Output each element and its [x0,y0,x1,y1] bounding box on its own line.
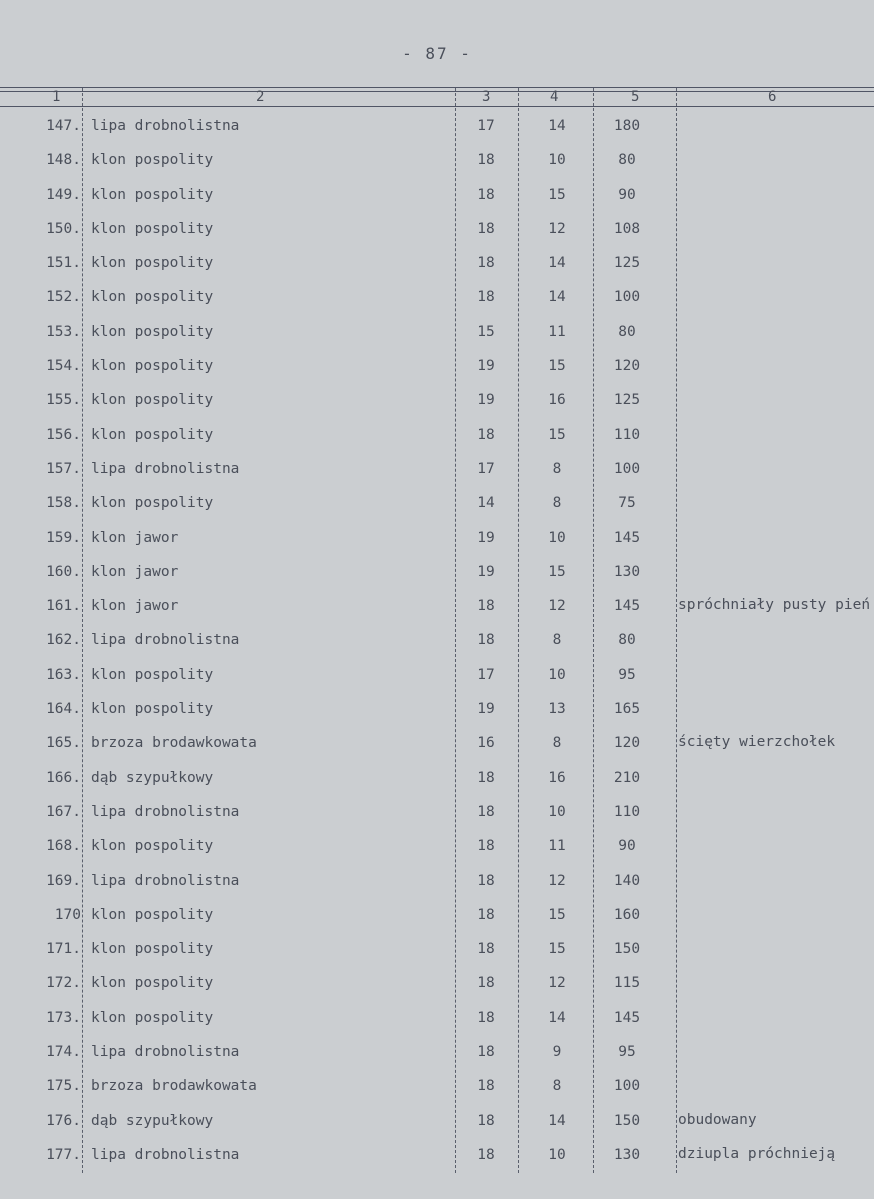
table-row [0,658,874,692]
col4-value: 9 [552,1044,562,1061]
tree-species: klon pospolity [91,941,214,958]
row-number: 170 [54,906,81,923]
col4-value: 15 [548,358,566,375]
tree-species: lipa drobnolistna [91,632,240,649]
row-number: 152. [46,289,81,306]
col3-value: 18 [477,1146,495,1163]
table-row [0,349,874,383]
row-number: 169. [46,872,81,889]
col3-value: 14 [477,495,495,512]
row-number: 166. [46,769,81,786]
remarks: spróchniały pusty pień [678,597,871,614]
table-row [0,109,874,143]
table-row [0,932,874,966]
tree-species: dąb szypułkowy [91,769,214,786]
table-row [0,623,874,657]
col3-value: 18 [477,255,495,272]
col4-value: 12 [548,872,566,889]
table-row [0,761,874,795]
col4-value: 10 [548,803,566,820]
col4-value: 15 [548,941,566,958]
tree-species: brzoza brodawkowata [91,735,257,752]
row-number: 149. [46,186,81,203]
table-header [0,89,874,105]
tree-species: klon pospolity [91,358,214,375]
tree-species: klon pospolity [91,186,214,203]
row-number: 154. [46,358,81,375]
col4-value: 14 [548,1009,566,1026]
row-number: 167. [46,803,81,820]
col4-value: 14 [548,1112,566,1129]
col5-value: 90 [618,186,636,203]
col3-value: 18 [477,1009,495,1026]
col5-value: 160 [613,906,641,923]
col4-value: 11 [548,838,566,855]
header-col-1: 1 [52,89,61,105]
col4-value: 8 [552,1078,562,1095]
tree-species: klon pospolity [91,666,214,683]
col4-value: 14 [548,289,566,306]
header-col-6: 6 [768,89,777,105]
header-col-4: 4 [550,89,559,105]
tree-species: klon jawor [91,529,179,546]
tree-species: lipa drobnolistna [91,803,240,820]
row-number: 165. [46,735,81,752]
col5-value: 80 [618,632,636,649]
row-number: 164. [46,701,81,718]
table-row [0,692,874,726]
table-row [0,966,874,1000]
header-bottom-rule [0,106,874,107]
remarks: dziupla próchnieją [678,1145,836,1162]
col3-value: 18 [477,838,495,855]
table-row [0,1138,874,1172]
col5-value: 120 [613,735,641,752]
tree-species: klon pospolity [91,255,214,272]
col3-value: 18 [477,975,495,992]
row-number: 151. [46,255,81,272]
row-number: 172. [46,975,81,992]
col3-value: 18 [477,769,495,786]
row-number: 155. [46,392,81,409]
table-top-rule [0,87,874,88]
row-number: 161. [46,598,81,615]
col3-value: 18 [477,1044,495,1061]
table-row [0,452,874,486]
row-number: 160. [46,563,81,580]
col5-value: 150 [613,1112,641,1129]
col4-value: 12 [548,975,566,992]
tree-species: klon pospolity [91,289,214,306]
table-row [0,726,874,760]
table-row [0,898,874,932]
table-row [0,1001,874,1035]
tree-species: klon pospolity [91,426,214,443]
table-row [0,555,874,589]
table-row [0,280,874,314]
remarks: obudowany [678,1111,757,1128]
col5-value: 180 [613,118,641,134]
col4-value: 15 [548,426,566,443]
col3-value: 19 [477,358,495,375]
col3-value: 15 [477,323,495,340]
col4-value: 10 [548,529,566,546]
col3-value: 18 [477,186,495,203]
row-number: 148. [46,152,81,169]
tree-species: brzoza brodawkowata [91,1078,257,1095]
col3-value: 17 [477,666,495,683]
col3-value: 18 [477,289,495,306]
row-number: 159. [46,529,81,546]
col3-value: 19 [477,392,495,409]
col3-value: 18 [477,1078,495,1095]
col5-value: 90 [618,838,636,855]
table-row [0,143,874,177]
table-row [0,418,874,452]
col5-value: 110 [613,803,641,820]
col4-value: 16 [548,769,566,786]
tree-species: dąb szypułkowy [91,1112,214,1129]
table-row [0,246,874,280]
col4-value: 13 [548,701,566,718]
table-row [0,829,874,863]
col4-value: 8 [552,495,562,512]
tree-species: lipa drobnolistna [91,1146,240,1163]
table-row [0,521,874,555]
col4-value: 8 [552,460,562,477]
col4-value: 12 [548,598,566,615]
row-number: 158. [46,495,81,512]
row-number: 147. [46,118,81,134]
tree-species: klon pospolity [91,906,214,923]
col4-value: 15 [548,186,566,203]
col4-value: 12 [548,220,566,237]
tree-species: lipa drobnolistna [91,460,240,477]
table-row [0,178,874,212]
col3-value: 18 [477,906,495,923]
tree-species: klon jawor [91,598,179,615]
row-number: 175. [46,1078,81,1095]
col5-value: 145 [613,598,641,615]
col4-value: 15 [548,906,566,923]
tree-species: klon pospolity [91,495,214,512]
tree-species: lipa drobnolistna [91,1044,240,1061]
col3-value: 19 [477,563,495,580]
col3-value: 18 [477,598,495,615]
tree-species: klon pospolity [91,1009,214,1026]
row-number: 176. [46,1112,81,1129]
col3-value: 18 [477,220,495,237]
col5-value: 80 [618,152,636,169]
table-row [0,1035,874,1069]
col5-value: 75 [618,495,636,512]
header-col-5: 5 [631,89,640,105]
col4-value: 10 [548,152,566,169]
col3-value: 17 [477,460,495,477]
col4-value: 8 [552,735,562,752]
row-number: 153. [46,323,81,340]
col5-value: 145 [613,529,641,546]
col5-value: 145 [613,1009,641,1026]
col5-value: 108 [613,220,641,237]
col5-value: 165 [613,701,641,718]
row-number: 173. [46,1009,81,1026]
row-number: 171. [46,941,81,958]
col5-value: 125 [613,255,641,272]
tree-species: lipa drobnolistna [91,118,240,134]
tree-species: klon pospolity [91,220,214,237]
row-number: 177. [46,1146,81,1163]
col5-value: 130 [613,563,641,580]
col5-value: 110 [613,426,641,443]
col3-value: 18 [477,426,495,443]
col5-value: 115 [613,975,641,992]
table-row [0,1069,874,1103]
table-row [0,383,874,417]
col4-value: 10 [548,1146,566,1163]
tree-species: klon pospolity [91,701,214,718]
col5-value: 130 [613,1146,641,1163]
table-row [0,589,874,623]
tree-species: klon pospolity [91,323,214,340]
tree-species: klon pospolity [91,392,214,409]
table-row [0,864,874,898]
col3-value: 18 [477,632,495,649]
col5-value: 100 [613,289,641,306]
col3-value: 18 [477,941,495,958]
header-col-2: 2 [256,89,265,105]
col5-value: 125 [613,392,641,409]
row-number: 157. [46,460,81,477]
col5-value: 140 [613,872,641,889]
col4-value: 11 [548,323,566,340]
row-number: 150. [46,220,81,237]
table-body [0,109,874,1172]
tree-species: klon pospolity [91,838,214,855]
col4-value: 14 [548,118,566,134]
col5-value: 100 [613,1078,641,1095]
tree-species: klon jawor [91,563,179,580]
col3-value: 19 [477,701,495,718]
col3-value: 18 [477,872,495,889]
col5-value: 210 [613,769,641,786]
row-number: 168. [46,838,81,855]
col4-value: 16 [548,392,566,409]
table-row [0,315,874,349]
col3-value: 18 [477,1112,495,1129]
col5-value: 150 [613,941,641,958]
table-row [0,1104,874,1138]
col5-value: 120 [613,358,641,375]
col4-value: 14 [548,255,566,272]
remarks: ścięty wierzchołek [678,734,836,751]
col5-value: 80 [618,323,636,340]
col3-value: 19 [477,529,495,546]
tree-species: klon pospolity [91,975,214,992]
col5-value: 95 [618,1044,636,1061]
header-col-3: 3 [482,89,491,105]
col5-value: 95 [618,666,636,683]
col3-value: 18 [477,152,495,169]
tree-species: lipa drobnolistna [91,872,240,889]
col3-value: 16 [477,735,495,752]
table-row [0,212,874,246]
row-number: 174. [46,1044,81,1061]
page-number: - 87 - [402,44,472,63]
table-row [0,486,874,520]
col5-value: 100 [613,460,641,477]
col3-value: 17 [477,118,495,134]
tree-species: klon pospolity [91,152,214,169]
col3-value: 18 [477,803,495,820]
row-number: 162. [46,632,81,649]
col4-value: 8 [552,632,562,649]
row-number: 156. [46,426,81,443]
table-row [0,795,874,829]
col4-value: 10 [548,666,566,683]
col4-value: 15 [548,563,566,580]
row-number: 163. [46,666,81,683]
